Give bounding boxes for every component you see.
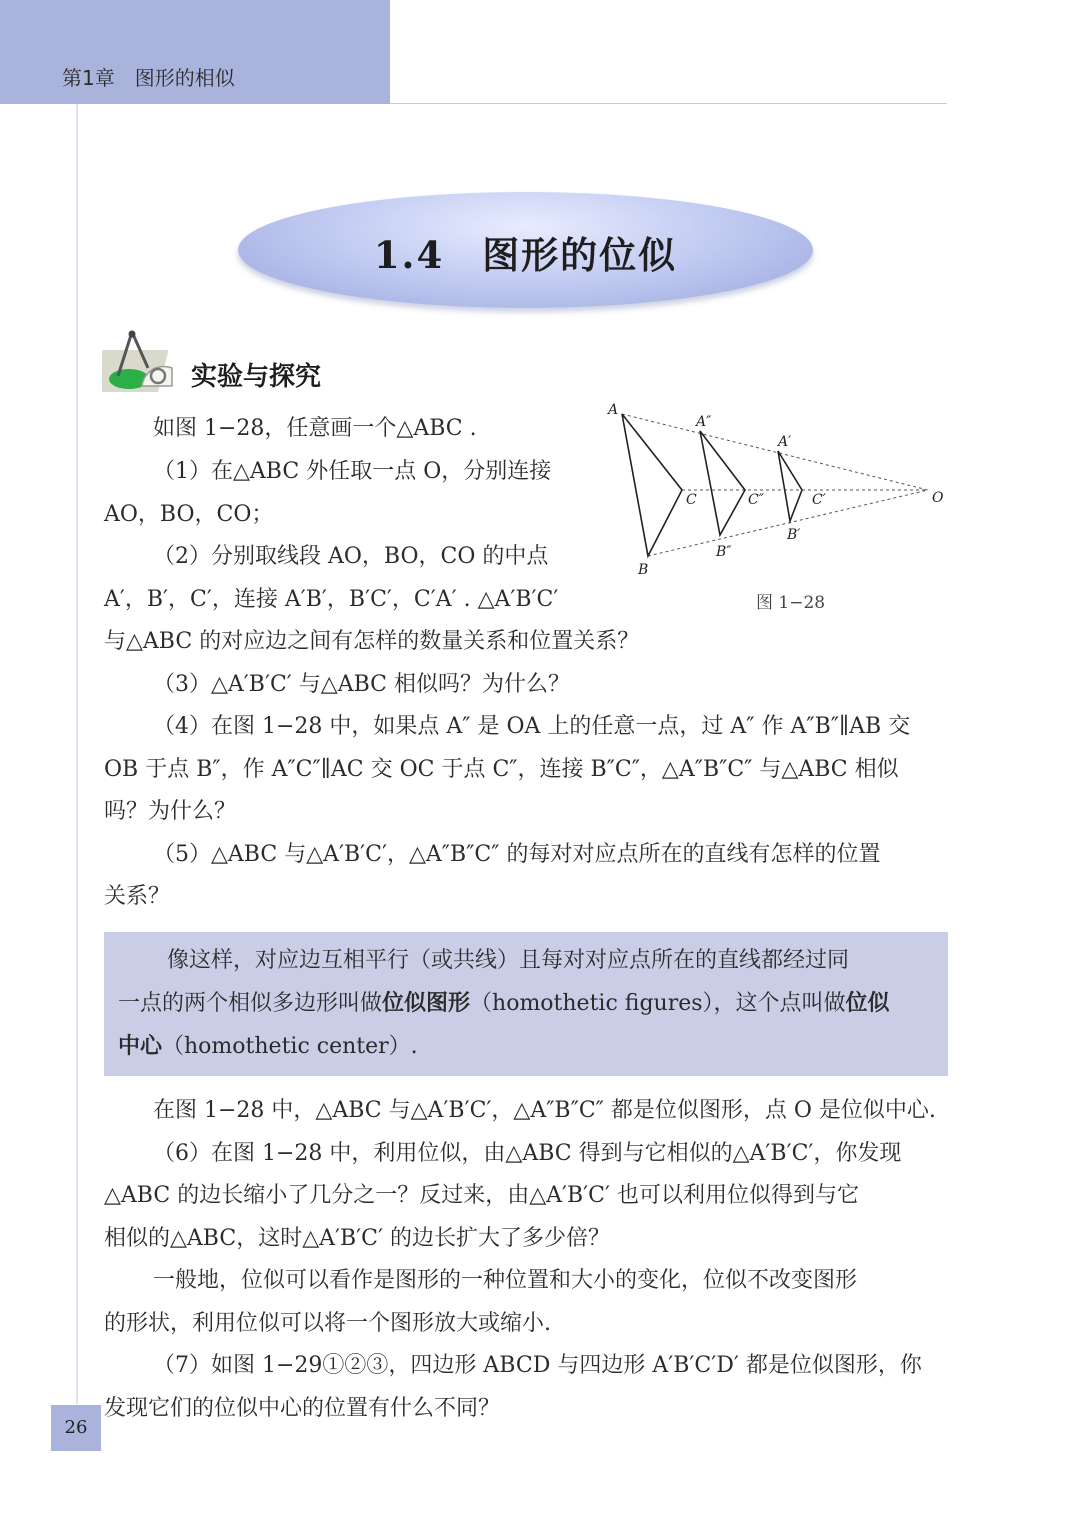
text-line: （4）在图 1−28 中，如果点 A″ 是 OA 上的任意一点，过 A″ 作 A″B″∥AB 交 [153, 714, 911, 739]
section-number: 1.4 [373, 233, 445, 277]
definition-line-2 [118, 989, 890, 1019]
text-line: （3）△A′B′C′ 与△ABC 相似吗？为什么？ [153, 672, 570, 697]
margin-rule [76, 104, 78, 1404]
text-line: 的形状，利用位似可以将一个图形放大或缩小. [104, 1311, 551, 1336]
text-line: 吗？为什么？ [104, 799, 237, 824]
text-line: 在图 1−28 中，△ABC 与△A′B′C′，△A″B″C″ 都是位似图形，点 O 是位似中心. [153, 1098, 936, 1123]
term-homothetic-center-part1: 位似 [845, 991, 890, 1016]
text-line: （6）在图 1−28 中，利用位似，由△ABC 得到与它相似的△A′B′C′，你发现 [153, 1141, 902, 1166]
label-A: A [608, 402, 619, 418]
chapter-label: 第1章 图形的相似 [62, 66, 235, 90]
label-B: B [638, 562, 649, 578]
text-line: 发现它们的位似中心的位置有什么不同？ [104, 1396, 501, 1421]
definition-line-1: 像这样，对应边互相平行（或共线）且每对对应点所在的直线都经过同 [167, 948, 850, 973]
definition-text: （homothetic figures），这个点叫做 [470, 991, 846, 1016]
term-homothetic-figures: 位似图形 [382, 991, 471, 1016]
text-line: （5）△ABC 与△A′B′C′，△A″B″C″ 的每对对应点所在的直线有怎样的位置 [153, 842, 881, 867]
compass-protractor-icon [102, 328, 178, 396]
label-C2: C″ [748, 492, 764, 508]
text-line: （1）在△ABC 外任取一点 O，分别连接 [153, 459, 552, 484]
text-line: （2）分别取线段 AO，BO，CO 的中点 [153, 544, 549, 569]
homothety-figure [600, 398, 960, 588]
text-line: 一般地，位似可以看作是图形的一种位置和大小的变化，位似不改变图形 [153, 1268, 858, 1293]
label-C1: C′ [812, 492, 826, 508]
text-line: 如图 1−28，任意画一个△ABC . [153, 416, 477, 441]
definition-text: 一点的两个相似多边形叫做 [118, 991, 383, 1016]
section-title-text: 图形的位似 [482, 233, 678, 277]
label-A1: A′ [778, 434, 792, 450]
text-line: AO，BO，CO； [104, 502, 274, 527]
text-line: △ABC 的边长缩小了几分之一？反过来，由△A′B′C′ 也可以利用位似得到与它 [104, 1183, 859, 1208]
definition-text: （homothetic center）. [162, 1034, 418, 1059]
header-rule [390, 103, 947, 104]
text-line: A′，B′，C′，连接 A′B′，B′C′，C′A′ . △A′B′C′ [104, 587, 559, 612]
text-line: 关系？ [104, 884, 171, 909]
text-line: OB 于点 B″，作 A″C″∥AC 交 OC 于点 C″，连接 B″C″，△A″B″C″ 与△ABC 相似 [104, 757, 899, 782]
section-title [238, 225, 813, 279]
definition-line-3 [118, 1032, 418, 1062]
text-line: （7）如图 1−29①②③，四边形 ABCD 与四边形 A′B′C′D′ 都是位似图形，你 [153, 1353, 922, 1378]
explore-label: 实验与探究 [191, 362, 322, 392]
figure-caption: 图 1−28 [756, 593, 826, 613]
page-number: 26 [64, 1417, 88, 1438]
label-A2: A″ [696, 414, 712, 430]
term-homothetic-center-part2: 中心 [118, 1034, 163, 1059]
label-B1: B′ [787, 527, 801, 543]
label-B2: B″ [716, 544, 732, 560]
text-line: 相似的△ABC，这时△A′B′C′ 的边长扩大了多少倍？ [104, 1226, 611, 1251]
text-line: 与△ABC 的对应边之间有怎样的数量关系和位置关系？ [104, 629, 640, 654]
label-C: C [686, 492, 697, 508]
label-O: O [932, 490, 944, 506]
